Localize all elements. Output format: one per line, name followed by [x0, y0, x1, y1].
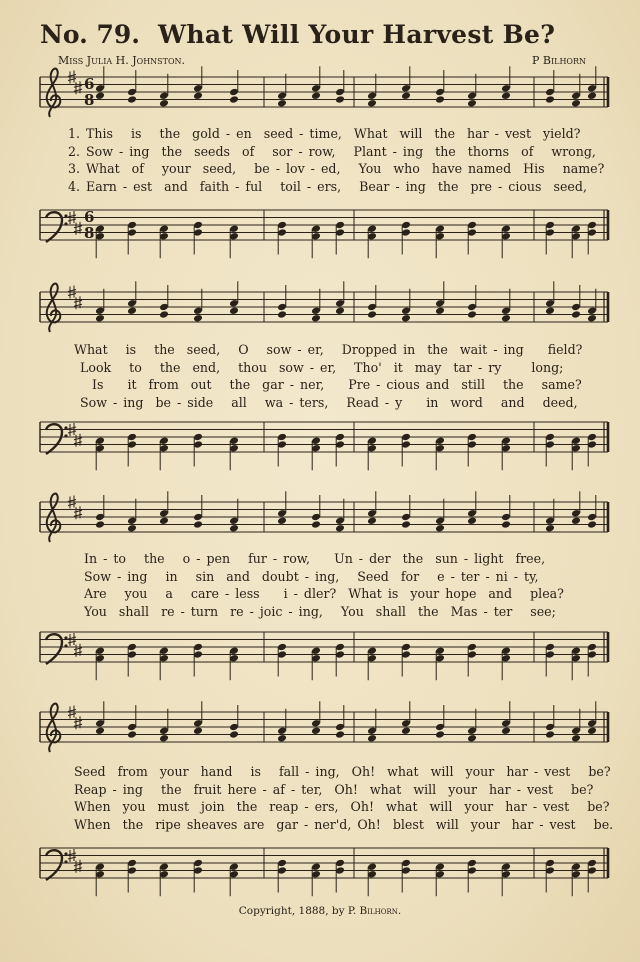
bass-staff-3	[36, 620, 612, 682]
composer-credit: P Bilhorn	[531, 54, 586, 67]
hymn-header	[40, 20, 600, 54]
svg-text:8: 8	[84, 224, 95, 242]
copyright-line	[0, 905, 640, 917]
lyrics-block-1	[68, 125, 640, 195]
treble-staff-1	[36, 65, 612, 127]
treble-staff-3	[36, 490, 612, 552]
hymn-number: No. 79.	[40, 20, 140, 49]
verse-line: 2. Sow - ing the seeds of sor - row, Plant - ing the thorns of wrong,	[68, 143, 596, 159]
verse-line: When you must join the reap - ers, Oh! what will your har - vest be?	[74, 799, 610, 814]
treble-staff-2	[36, 280, 612, 342]
verse-line: Are you a care - less i - dler? What is your hope and plea?	[72, 586, 564, 601]
verse-line: 3. What of your seed, be - lov - ed, You who have named His name?	[68, 161, 605, 176]
lyrics-block-3	[72, 550, 640, 620]
verse-line: Seed from your hand is fall - ing, Oh! what will your har - vest be?	[74, 764, 611, 779]
verse-line: 4. Earn - est and faith - ful toil - ers, Bear - ing the pre - cious seed,	[68, 178, 587, 194]
bass-staff-2	[36, 410, 612, 472]
svg-text:6: 6	[84, 75, 95, 93]
lyrics-block-2	[74, 341, 640, 411]
verse-line: Look to the end, thou sow - er, Tho' it may tar - ry long;	[74, 359, 564, 375]
verse-line: Is it from out the gar - ner, Pre - cious and still the same?	[74, 377, 582, 392]
svg-text:8: 8	[84, 91, 95, 109]
bass-staff-1	[36, 198, 612, 260]
verse-line: You shall re - turn re - joic - ing, You shall the Mas - ter see;	[72, 603, 556, 619]
copyright-holder: P. Bilhorn.	[347, 905, 402, 917]
hymn-title: What Will Your Harvest Be?	[158, 20, 556, 49]
treble-staff-4	[36, 700, 612, 762]
lyrics-block-4	[74, 763, 640, 833]
bass-staff-4	[36, 836, 612, 898]
verse-line: Sow - ing in sin and doubt - ing, Seed for e - ter - ni - ty,	[72, 568, 539, 584]
verse-line: Sow - ing be - side all wa - ters, Read - y in word and deed,	[74, 394, 578, 410]
svg-text:6: 6	[84, 208, 95, 226]
verse-line: What is the seed, O sow - er, Dropped in the wait - ing field?	[74, 342, 583, 357]
copyright-prefix: Copyright, 1888, by	[238, 905, 345, 917]
verse-line: 1. This is the gold - en seed - time, What will the har - vest yield?	[68, 126, 581, 141]
verse-line: In - to the o - pen fur - row, Un - der the sun - light free,	[72, 551, 546, 566]
verse-line: Reap - ing the fruit here - af - ter, Oh! what will your har - vest be?	[74, 781, 594, 797]
lyricist-credit: Miss Julia H. Johnston.	[58, 54, 186, 67]
verse-line: When the ripe sheaves are gar - ner'd, Oh! blest will your har - vest be.	[74, 816, 614, 832]
